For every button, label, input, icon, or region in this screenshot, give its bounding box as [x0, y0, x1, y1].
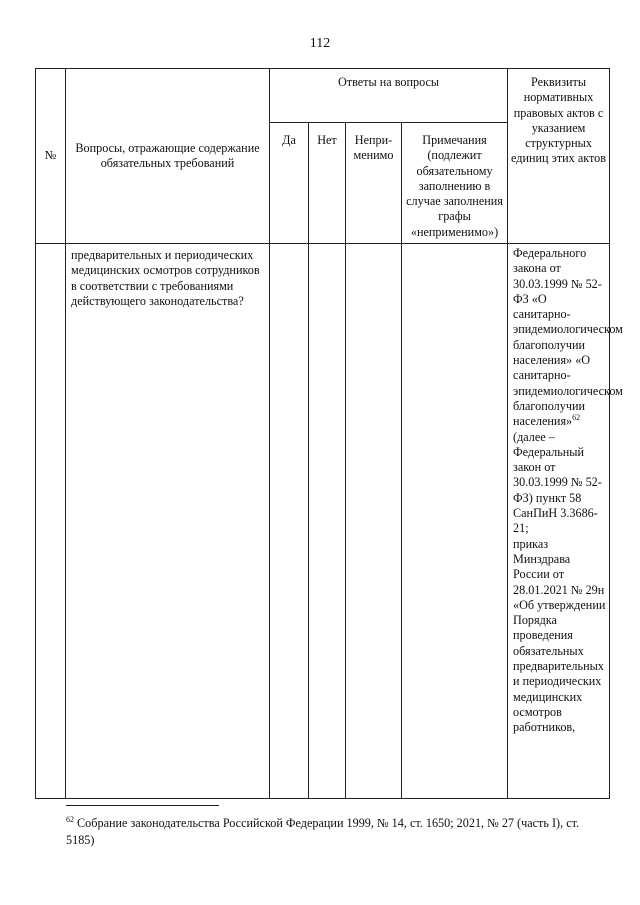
references-text-part3: приказ Минздрава России от 28.01.2021 № 29н «Об утверждении Порядка проведения обязательных предварительных и периодических медицинских осмотров работников, [513, 536, 606, 735]
references-cell [508, 244, 623, 799]
table-row [36, 244, 610, 799]
header-number: № [36, 69, 66, 244]
header-yes: Да [270, 123, 309, 244]
header-no: Нет [309, 123, 346, 244]
header-answers: Ответы на вопросы [270, 69, 508, 123]
answer-yes-cell [270, 244, 309, 799]
footnote-ref: 62 [572, 413, 581, 423]
row-number-cell [36, 244, 66, 799]
question-text: предварительных и периодических медицинских осмотров сотрудников в соответствии с требованиями действующего законодательства? [71, 248, 260, 308]
header-row-top [36, 69, 610, 123]
footnote-text: Собрание законодательства Российской Федерации 1999, № 14, ст. 1650; 2021, № 27 (часть I), ст. 5185) [66, 816, 580, 847]
footnote [66, 815, 606, 849]
notes-cell [402, 244, 508, 799]
header-references: Реквизиты нормативных правовых актов с указанием структурных единиц этих актов [508, 69, 610, 244]
answer-na-cell [346, 244, 402, 799]
requirements-table [35, 68, 623, 799]
header-question: Вопросы, отражающие содержание обязательных требований [66, 69, 270, 244]
question-cell [66, 244, 270, 799]
answer-no-cell [309, 244, 346, 799]
references-text-part1: Федерального закона от 30.03.1999 № 52-ФЗ «О санитарно-эпидемиологическом благополучии населения» «О санитарно-эпидемиологическом благополучии населения»$^{62}$ [513, 246, 623, 429]
header-notes: Примечания (подлежит обязательному заполнению в случае заполнения графы «неприменимо») [402, 123, 508, 244]
header-not-applicable: Непри-менимо [346, 123, 402, 244]
footnote-marker: 62 [66, 814, 74, 824]
footnote-separator [66, 805, 219, 806]
page-number: 112 [309, 36, 331, 51]
references-text-part2: (далее – Федеральный закон от 30.03.1999 № 52-ФЗ) пункт 58 СанПиН 3.3686-21; [513, 429, 602, 536]
